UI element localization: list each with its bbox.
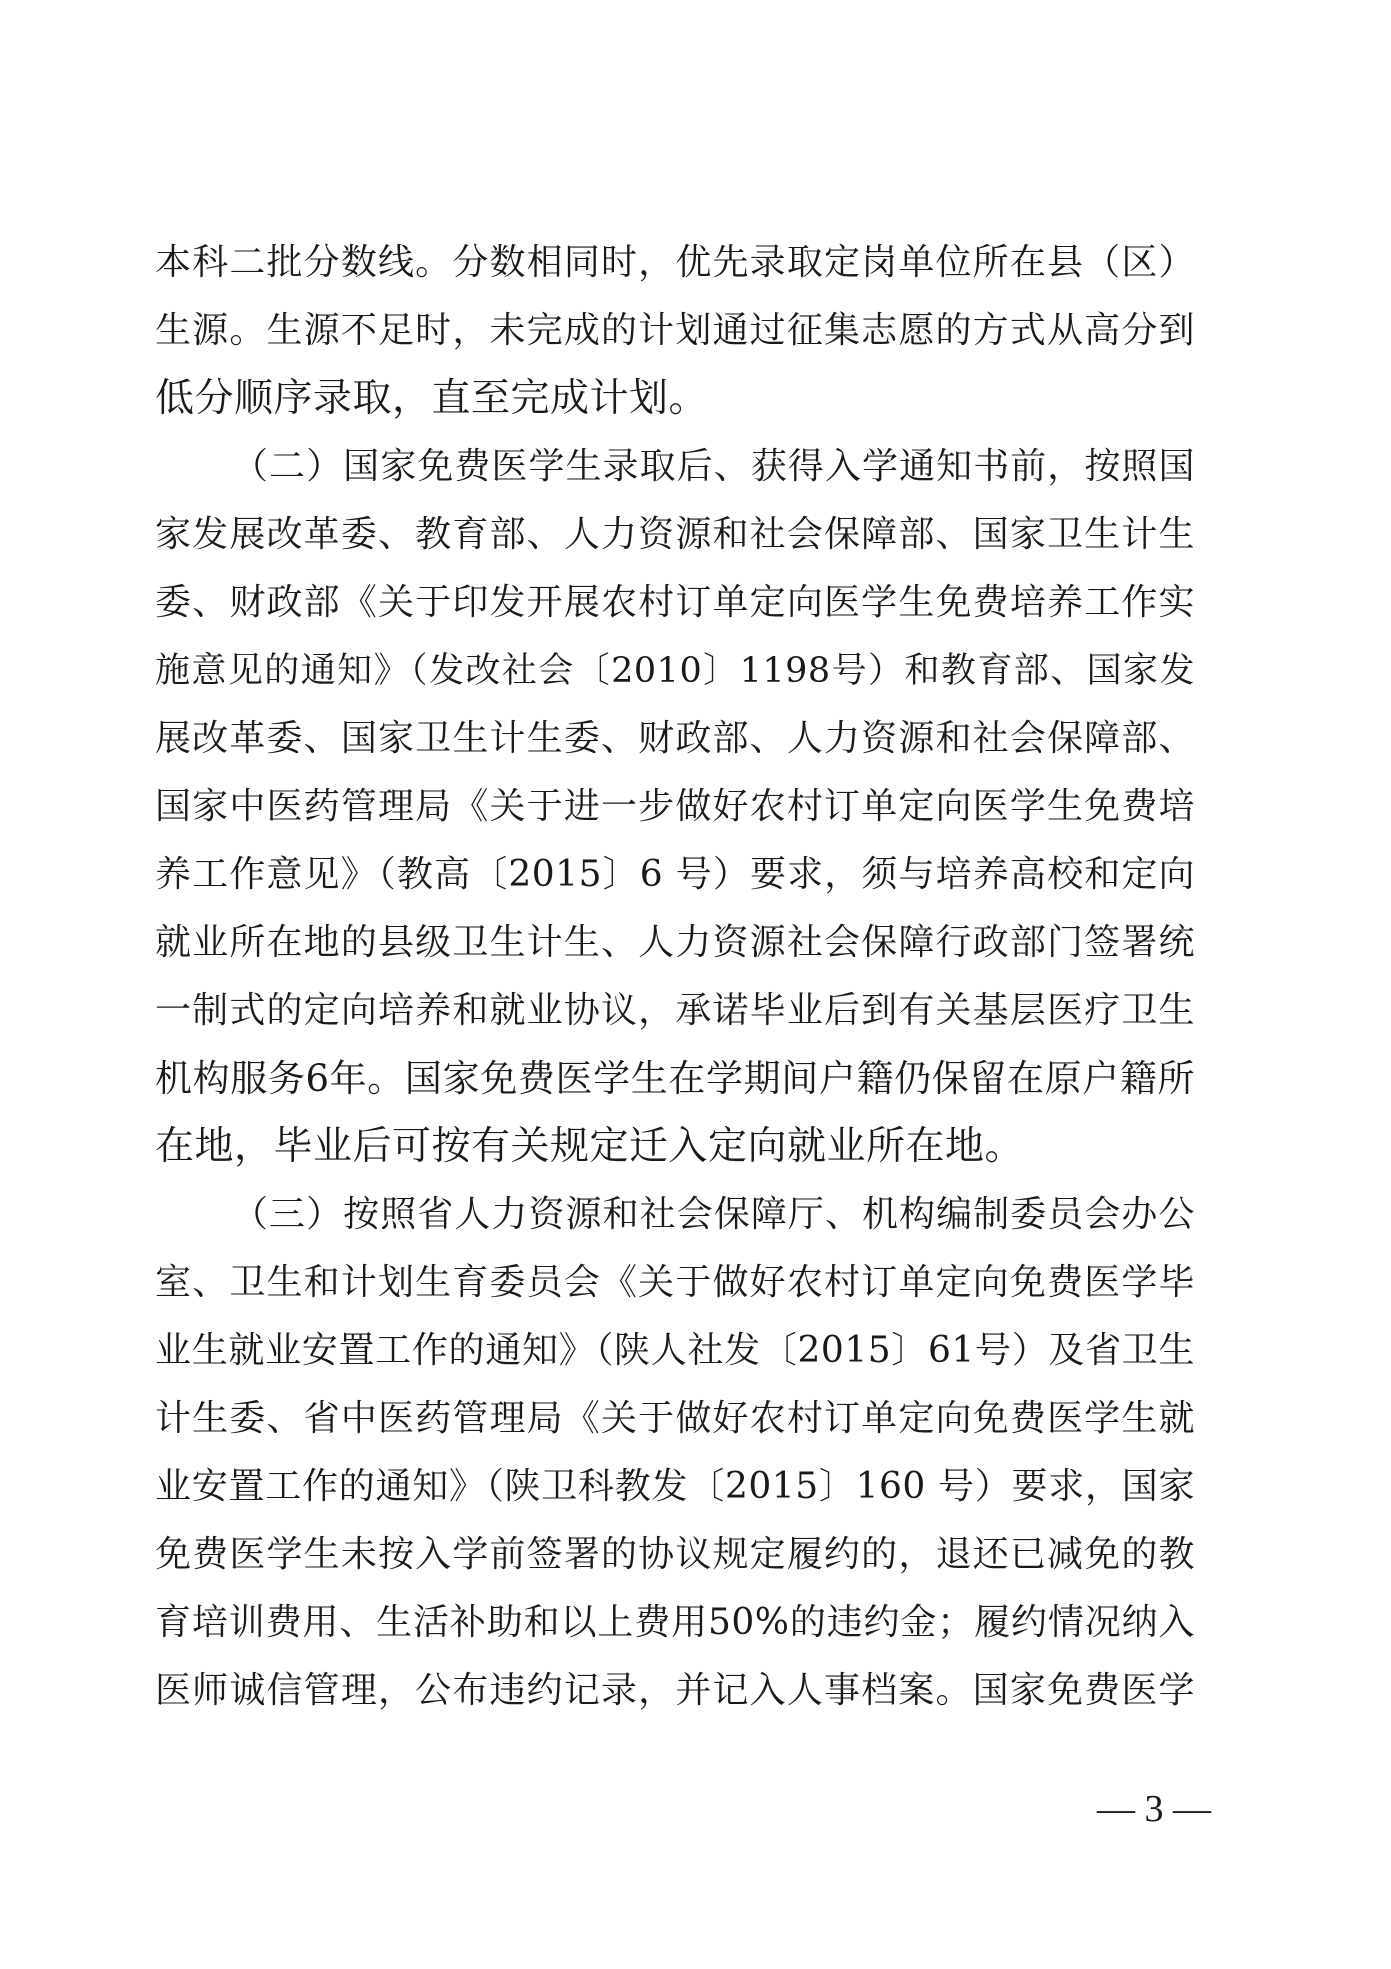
text-line: 养工作意见》（教高〔2015〕6 号）要求，须与培养高校和定向 bbox=[155, 854, 1195, 895]
text-line: 室、卫生和计划生育委员会《关于做好农村订单定向免费医学毕 bbox=[155, 1262, 1195, 1303]
text-line: 施意见的通知》（发改社会〔2010〕1198号）和教育部、国家发 bbox=[155, 651, 1195, 691]
page-number: — 3 — bbox=[1097, 1788, 1211, 1830]
text-line: 委、财政部《关于印发开展农村订单定向医学生免费培养工作实 bbox=[155, 582, 1195, 623]
text-line: 医师诚信管理，公布违约记录，并记入人事档案。国家免费医学 bbox=[155, 1670, 1195, 1711]
text-line: 国家中医药管理局《关于进一步做好农村订单定向医学生免费培 bbox=[155, 786, 1195, 827]
text-line: 在地，毕业后可按有关规定迁入定向就业所在地。 bbox=[155, 1124, 1025, 1169]
text-line: 展改革委、国家卫生计生委、财政部、人力资源和社会保障部、 bbox=[155, 718, 1195, 759]
text-line: 低分顺序录取，直至完成计划。 bbox=[155, 376, 709, 421]
text-line: 业安置工作的通知》（陕卫科教发〔2015〕160 号）要求，国家 bbox=[155, 1466, 1195, 1507]
text-line: 生源。生源不足时，未完成的计划通过征集志愿的方式从高分到 bbox=[155, 310, 1195, 351]
text-line: 就业所在地的县级卫生计生、人力资源社会保障行政部门签署统 bbox=[155, 922, 1195, 963]
text-line: 育培训费用、生活补助和以上费用50%的违约金；履约情况纳入 bbox=[155, 1602, 1195, 1643]
text-line: 机构服务6年。国家免费医学生在学期间户籍仍保留在原户籍所 bbox=[155, 1057, 1195, 1100]
text-line: （三）按照省人力资源和社会保障厅、机构编制委员会办公 bbox=[232, 1194, 1195, 1235]
text-line: 免费医学生未按入学前签署的协议规定履约的，退还已减免的教 bbox=[155, 1534, 1195, 1575]
text-line: 一制式的定向培养和就业协议，承诺毕业后到有关基层医疗卫生 bbox=[155, 990, 1195, 1031]
text-line: （二）国家免费医学生录取后、获得入学通知书前，按照国 bbox=[232, 446, 1195, 487]
text-line: 业生就业安置工作的通知》（陕人社发〔2015〕61号）及省卫生 bbox=[155, 1330, 1195, 1371]
text-line: 计生委、省中医药管理局《关于做好农村订单定向免费医学生就 bbox=[155, 1398, 1195, 1439]
text-line: 家发展改革委、教育部、人力资源和社会保障部、国家卫生计生 bbox=[155, 514, 1195, 555]
text-line: 本科二批分数线。分数相同时，优先录取定岗单位所在县（区） bbox=[155, 242, 1195, 283]
